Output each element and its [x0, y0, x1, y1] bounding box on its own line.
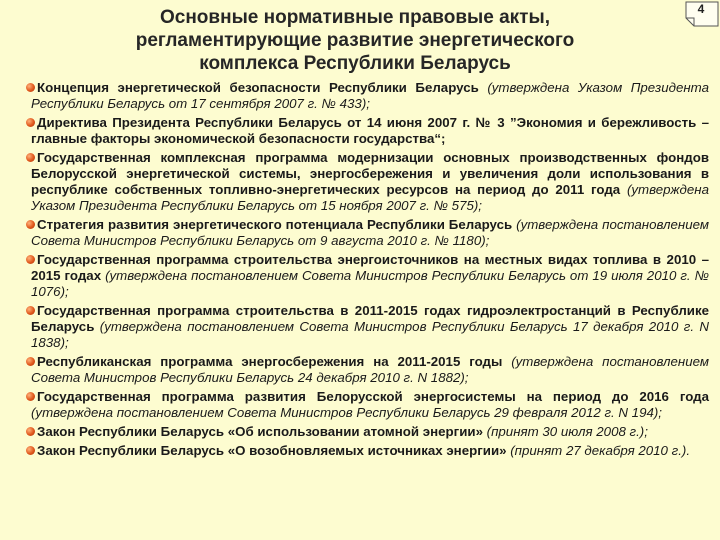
acts-list [31, 80, 709, 462]
item-text: Республиканская программа энергосбережения на 2011-2015 годы [37, 354, 503, 369]
item-text: Государственная программа строительства энергоисточников на местных видах топлива в 2010 – 2015 годах [31, 252, 709, 283]
bullet-icon [26, 153, 35, 162]
slide-title [70, 6, 640, 75]
item-text: Концепция энергетической безопасности Республики Беларусь [37, 80, 479, 95]
list-item [31, 252, 709, 300]
item-text: Директива Президента Республики Беларусь от 14 июня 2007 г. № 3 ”Экономия и бережливость – главные факторы экономической безопасности государства“; [31, 115, 709, 146]
page-number: 4 [697, 2, 705, 16]
list-item [31, 217, 709, 249]
page-number-badge [682, 0, 720, 28]
item-text: Государственная программа развития Белорусской энергосистемы на период до 2016 года [37, 389, 709, 404]
item-text: Закон Республики Беларусь «Об использовании атомной энергии» [37, 424, 483, 439]
item-note: (утверждена постановлением Совета Министров Республики Беларусь 24 декабря 2010 г. N 1882); [31, 354, 709, 385]
bullet-icon [26, 392, 35, 401]
item-text: Государственная программа строительства в 2011-2015 годах гидроэлектростанций в Республике Беларусь [31, 303, 709, 334]
item-note: (принят 27 декабря 2010 г.). [510, 443, 691, 458]
item-text: Стратегия развития энергетического потенциала Республики Беларусь [37, 217, 513, 232]
item-note: (утверждена постановлением Совета Министров Республики Беларусь 17 декабря 2010 г. N 1838); [31, 319, 709, 350]
bullet-icon [26, 357, 35, 366]
bullet-icon [26, 220, 35, 229]
item-note: (принят 30 июля 2008 г.); [486, 424, 648, 439]
bullet-icon [26, 446, 35, 455]
title-line: комплекса Республики Беларусь [199, 53, 511, 74]
title-line: регламентирующие развитие энергетического [135, 30, 575, 51]
list-item [31, 150, 709, 214]
item-note: (утверждена постановлением Совета Министров Республики Беларусь от 19 июля 2010 г. № 1076); [31, 268, 709, 299]
list-item [31, 354, 709, 386]
bullet-icon [26, 427, 35, 436]
bullet-icon [26, 306, 35, 315]
item-note: (утверждена Указом Президента Республики Беларусь от 17 сентября 2007 г. № 433); [31, 80, 709, 111]
item-note: (утверждена постановлением Совета Министров Республики Беларусь 29 февраля 2012 г. N 194); [31, 405, 662, 420]
item-note: (утверждена постановлением Совета Министров Республики Беларусь от 9 августа 2010 г. № 1180); [31, 217, 709, 248]
title-line: Основные нормативные правовые акты, [159, 7, 550, 28]
list-item [31, 80, 709, 112]
list-item [31, 303, 709, 351]
item-text: Государственная комплексная программа модернизации основных производственных фондов Белорусской энергетической системы, энергосбережения и увеличения доли использования в республике собственных топливно-энергетических ресурсов на период до 2011 года [31, 150, 709, 197]
bullet-icon [26, 255, 35, 264]
bullet-icon [26, 118, 35, 127]
item-text: Закон Республики Беларусь «О возобновляемых источниках энергии» [37, 443, 507, 458]
list-item [31, 115, 709, 147]
list-item [31, 424, 709, 440]
bullet-icon [26, 83, 35, 92]
list-item [31, 389, 709, 421]
item-note: (утверждена Указом Президента Республики Беларусь от 15 ноября 2007 г. № 575); [31, 182, 709, 213]
list-item [31, 443, 709, 459]
